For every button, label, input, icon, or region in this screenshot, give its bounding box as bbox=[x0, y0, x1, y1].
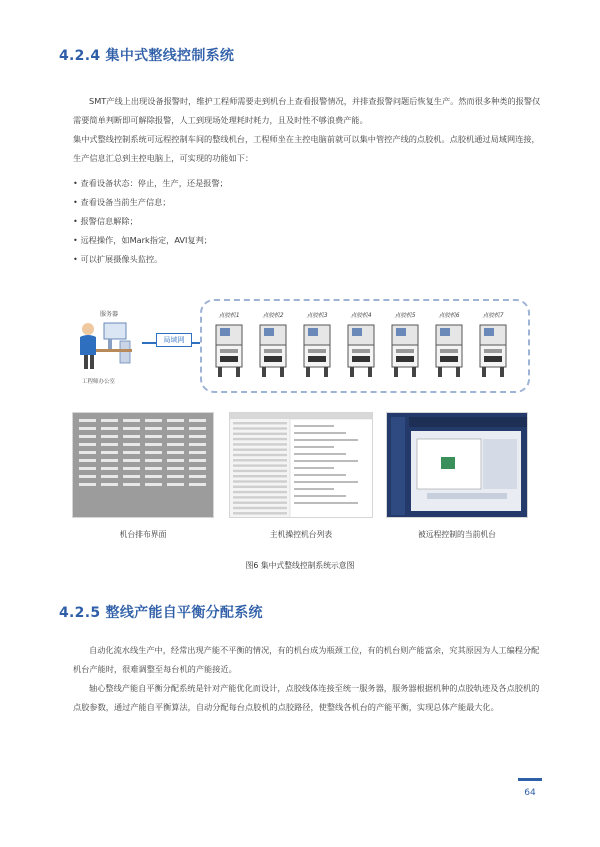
machine-label: 点胶机7 bbox=[482, 313, 504, 319]
machine-label: 点胶机1 bbox=[218, 313, 240, 319]
section2-paragraph-2: 轴心整线产能自平衡分配系统是针对产能优化而设计，点胶线体连接至统一服务器，服务器根据机种的点胶轨迹及各点胶机的点胶参数，通过产能自平衡算法，自动分配每台点胶机的点胶路径，使整线各机台的产能平衡，实现总体产能最大化。 bbox=[73, 683, 540, 712]
dispensing-machine-icon bbox=[212, 321, 246, 379]
feature-item: • 查看设备状态：停止，生产，还是报警； bbox=[73, 174, 228, 193]
dispensing-machine-icon bbox=[432, 321, 466, 379]
engineer-workstation-icon bbox=[74, 315, 138, 371]
section1-paragraph-1: SMT产线上出现设备报警时，维护工程师需要走到机台上查看报警情况，并排查报警问题后恢复生产。然而很多种类的报警仅需要简单判断即可解除报警，人工到现场处理耗时耗力，且及时性不够浪费产能。 bbox=[73, 96, 541, 125]
machine-label: 点胶机3 bbox=[306, 313, 328, 319]
machine-label: 点胶机6 bbox=[438, 313, 460, 319]
dispensing-machine-icon bbox=[300, 321, 334, 379]
dispensing-machine bbox=[432, 313, 466, 379]
page-number-rule bbox=[518, 778, 542, 781]
feature-item: • 远程操作，如Mark指定，AVI复判； bbox=[73, 231, 228, 250]
section1-paragraph-2: 集中式整线控制系统可远程控制车间的整线机台，工程师坐在主控电脑前就可以集中管控产线的点胶机。点胶机通过局域网连接，生产信息汇总到主控电脑上，可实现的功能如下： bbox=[73, 134, 540, 163]
dispensing-machine bbox=[476, 313, 510, 379]
section2-paragraph-1: 自动化流水线生产中，经常出现产能不平衡的情况，有的机台成为瓶颈工位，有的机台则产能富余，究其原因为人工编程分配机台产能时，很难调整至每台机的产能接近。 bbox=[73, 645, 540, 674]
screenshot-caption: 机台排布界面 bbox=[119, 530, 167, 539]
feature-item: • 报警信息解除； bbox=[73, 212, 228, 231]
network-diagram bbox=[60, 293, 540, 403]
machine-label: 点胶机5 bbox=[394, 313, 416, 319]
section1-body bbox=[73, 92, 543, 168]
section2-body bbox=[73, 641, 543, 717]
dispensing-machine bbox=[256, 313, 290, 379]
screenshot-caption: 主机操控机台列表 bbox=[269, 530, 333, 539]
dispensing-machine bbox=[344, 313, 378, 379]
dispensing-machine-icon bbox=[256, 321, 290, 379]
machine-label: 点胶机2 bbox=[262, 313, 284, 319]
screenshot-caption: 被远程控制的当前机台 bbox=[418, 530, 496, 539]
page-number: 64 bbox=[524, 788, 536, 798]
dispensing-machine bbox=[388, 313, 422, 379]
workstation-label: 工程师办公室 bbox=[82, 379, 116, 385]
figure-caption: 图6 集中式整线控制系统示意图 bbox=[245, 561, 355, 570]
dispensing-machine bbox=[212, 313, 246, 379]
machine-label: 点胶机4 bbox=[350, 313, 372, 319]
dispensing-machine-icon bbox=[388, 321, 422, 379]
dispensing-machine-icon bbox=[476, 321, 510, 379]
feature-item: • 可以扩展摄像头监控。 bbox=[73, 250, 228, 269]
section-title-4-2-4: 4.2.4 集中式整线控制系统 bbox=[59, 48, 235, 64]
lan-label: 局域网 bbox=[156, 333, 192, 347]
feature-list bbox=[73, 174, 228, 269]
machine-list-screenshot bbox=[229, 412, 373, 518]
feature-item: • 查看设备当前生产信息； bbox=[73, 193, 228, 212]
dispensing-machine bbox=[300, 313, 334, 379]
machine-layout-screenshot bbox=[72, 412, 214, 518]
remote-machine-screenshot bbox=[386, 412, 528, 518]
section-title-4-2-5: 4.2.5 整线产能自平衡分配系统 bbox=[59, 605, 263, 621]
server-label: 服务器 bbox=[100, 311, 119, 318]
dispensing-machine-icon bbox=[344, 321, 378, 379]
